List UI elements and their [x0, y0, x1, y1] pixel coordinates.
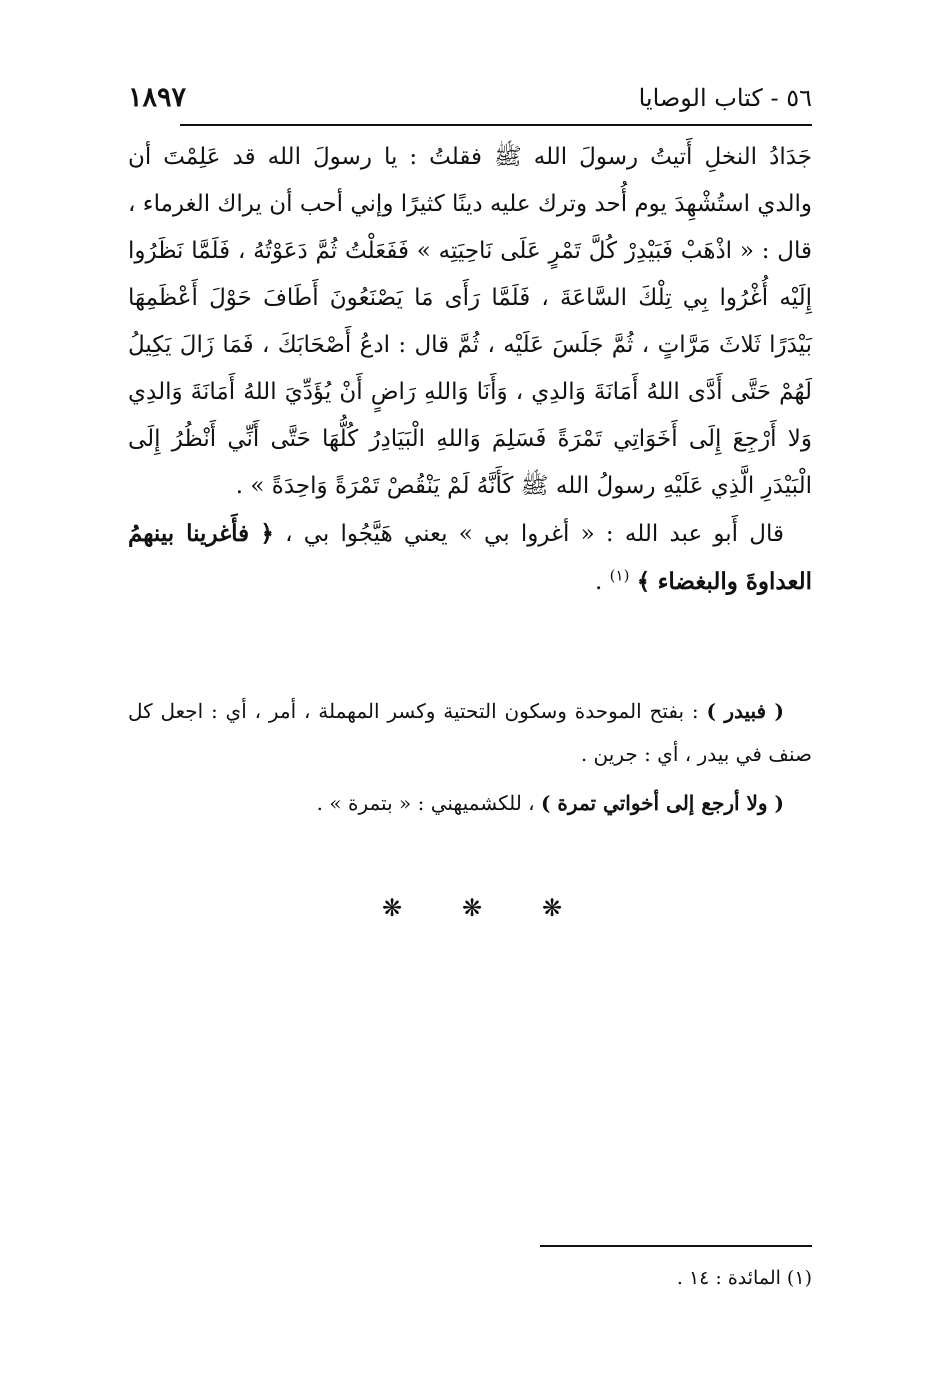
asterism-icon: ❋ [461, 894, 483, 922]
commentary-item [128, 782, 812, 825]
header-rule [180, 124, 812, 126]
footnote: (١) المائدة : ١٤ . [676, 1267, 812, 1289]
explanation-paragraph [128, 510, 812, 606]
section-separator [372, 888, 572, 928]
chapter-title: ٥٦ - كتاب الوصايا [638, 84, 812, 112]
footnote-rule [540, 1245, 812, 1247]
asterism-icon: ❋ [541, 894, 563, 922]
asterism-icon: ❋ [381, 894, 403, 922]
commentary-section [128, 690, 812, 825]
commentary-item [128, 690, 812, 776]
commentary-term: ( فبيدر ) [706, 699, 784, 723]
verse-close-bracket: ﴾ [636, 568, 651, 595]
commentary-text: : بفتح الموحدة وسكون التحتية وكسر المهملة ، أمر ، أي : اجعل كل صنف في بيدر ، أي : جرين . [128, 699, 812, 766]
narration-paragraph: جَدَادُ النخلِ أَتيتُ رسولَ الله ﷺ فقلتُ : يا رسولَ الله قد عَلِمْتَ أن والدي استُشْهِدَ يوم أُحد وترك عليه دينًا كثيرًا وإني أحب أن يراك الغرماء ، قال : « اذْهَبْ فَبَيْدِرْ كُلَّ تَمْرٍ عَلَى نَاحِيَتِه » فَفَعَلْتُ ثُمَّ دَعَوْتُهُ ، فَلَمَّا نَظَرُوا إِلَيْه أُغْرُوا بِي تِلْكَ السَّاعَةَ ، فَلَمَّا رَأَى مَا يَصْنَعُونَ أَطَافَ حَوْلَ أَعْظَمِهَا بَيْدَرًا ثَلاثَ مَرَّاتٍ ، ثُمَّ جَلَسَ عَلَيْه ، ثُمَّ قال : ادعُ أَصْحَابَكَ ، فَمَا زَالَ يَكِيلُ لَهُمْ حَتَّى أَدَّى اللهُ أَمَانَةَ وَالدِي ، وَأَنَا وَاللهِ رَاضٍ أَنْ يُؤَدِّيَ اللهُ أَمَانَةَ وَالدِي وَلا أَرْجِعَ إِلَى أَخَوَاتِي تَمْرَةً فَسَلِمَ وَاللهِ الْبَيَادِرُ كُلُّهَا حَتَّى أَنِّي أَنْظُرُ إِلَى الْبَيْدَرِ الَّذِي عَلَيْهِ رسولُ الله ﷺ كَأَنَّهُ لَمْ يَنْقُصْ تَمْرَةً وَاحِدَةً » . [128, 144, 812, 499]
commentary-text: ، للكشميهني : « بتمرة » . [316, 791, 541, 815]
page-number: ١٨٩٧ [128, 82, 187, 113]
explanation-intro: قال أَبو عبد الله : « أغروا بي » يعني هَيَّجُوا بي ، [285, 521, 784, 547]
verse-open-bracket: ﴿ [260, 520, 274, 547]
quran-verse: فأَغرينا بينهمُ العداوةَ والبغضاء [128, 520, 812, 595]
page-header [128, 82, 812, 122]
hadith-text [128, 134, 812, 606]
footnote-reference[interactable]: (١) [609, 566, 630, 585]
commentary-term: ( ولا أرجع إلى أخواتي تمرة ) [541, 791, 784, 815]
verse-tail: . [595, 569, 610, 595]
